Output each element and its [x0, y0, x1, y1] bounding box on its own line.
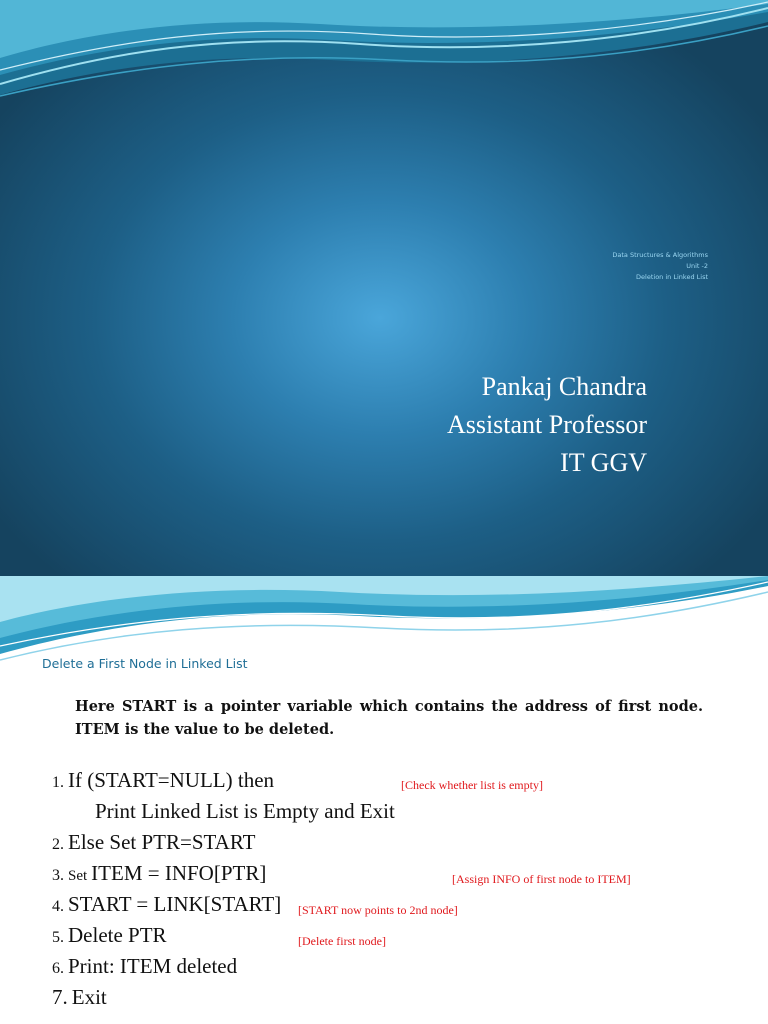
step-text: If (START=NULL) then	[68, 768, 275, 792]
step-5-note: [Delete first node]	[298, 934, 386, 948]
step-6	[52, 954, 237, 985]
step-3-note: [Assign INFO of first node to ITEM]	[452, 872, 631, 886]
header-wave-decoration	[0, 0, 768, 110]
step-7	[52, 985, 107, 1016]
author-info	[447, 368, 647, 482]
step-4-note: [START now points to 2nd node]	[298, 903, 458, 917]
step-3	[52, 861, 266, 892]
course-unit: Unit -2	[686, 262, 708, 270]
step-number: 1.	[52, 774, 64, 791]
step-number: 6.	[52, 960, 64, 977]
step-number: 5.	[52, 929, 64, 946]
step-2	[52, 830, 255, 861]
step-1-continuation	[95, 799, 395, 830]
step-text: Print Linked List is Empty and Exit	[95, 799, 395, 823]
step-prefix: Set	[68, 868, 88, 884]
content-slide	[0, 576, 768, 1024]
author-institution: IT GGV	[560, 448, 647, 477]
step-text: ITEM = INFO[PTR]	[91, 861, 267, 885]
step-5	[52, 923, 167, 954]
course-topic: Deletion in Linked List	[636, 273, 708, 281]
step-number: 4.	[52, 898, 64, 915]
step-text: Exit	[71, 985, 107, 1009]
step-1	[52, 768, 274, 799]
step-number: 7.	[52, 985, 68, 1009]
course-info	[612, 250, 708, 283]
step-1-note: [Check whether list is empty]	[401, 778, 543, 792]
header-wave-decoration	[0, 576, 768, 666]
step-text: START = LINK[START]	[68, 892, 282, 916]
step-number: 2.	[52, 836, 64, 853]
author-designation: Assistant Professor	[446, 410, 647, 439]
step-text: Else Set PTR=START	[68, 830, 256, 854]
slide-title: Delete a First Node in Linked List	[42, 656, 248, 671]
author-name: Pankaj Chandra	[481, 372, 647, 401]
step-text: Delete PTR	[68, 923, 167, 947]
step-4	[52, 892, 281, 923]
step-text: Print: ITEM deleted	[68, 954, 238, 978]
course-name: Data Structures & Algorithms	[612, 251, 708, 259]
intro-paragraph: Here START is a pointer variable which contains the address of first node. ITEM is the value to be deleted.	[75, 698, 703, 738]
step-number: 3.	[52, 867, 64, 884]
